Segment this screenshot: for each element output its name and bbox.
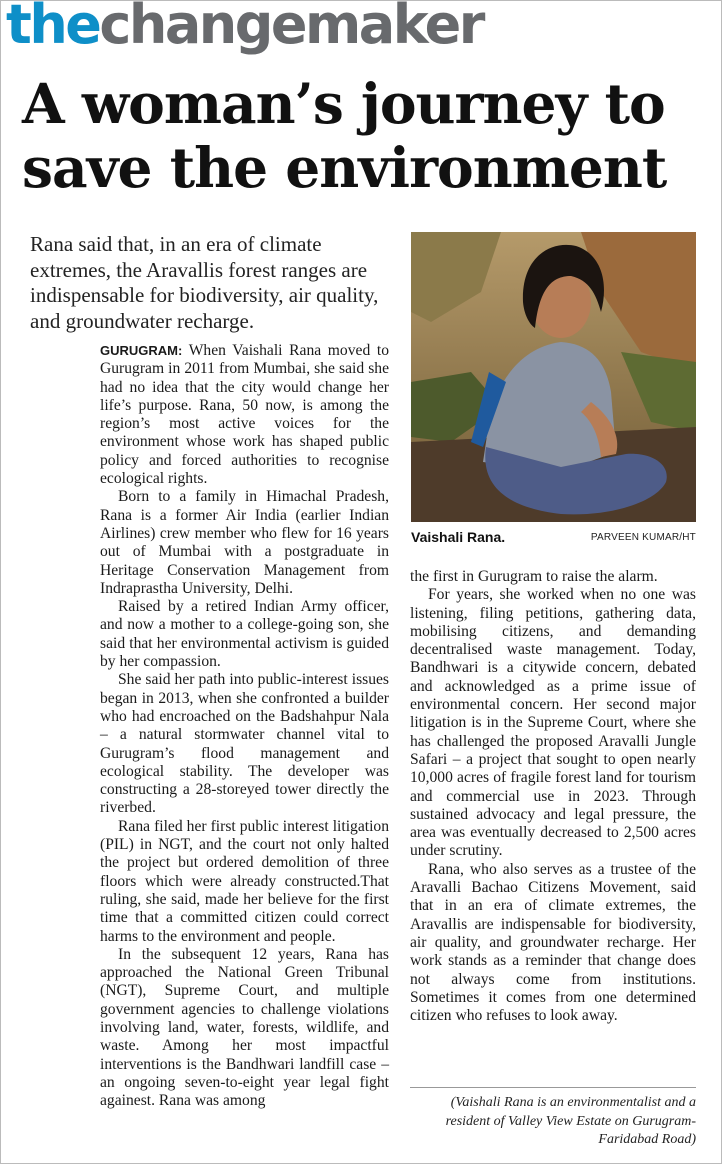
article-column-2 xyxy=(410,568,696,1025)
dateline: GURUGRAM: xyxy=(100,343,183,358)
author-bio: (Vaishali Rana is an environmentalist and a resident of Valley View Estate on Gurugram-Faridabad Road) xyxy=(445,1095,696,1147)
masthead-prefix: the xyxy=(6,0,100,56)
portrait-photo xyxy=(411,232,696,522)
article-paragraph: the first in Gurugram to raise the alarm. xyxy=(410,568,658,585)
article-paragraph: Rana, who also serves as a trustee of the Aravalli Bachao Citizens Movement, said that in an era of climate extremes, the Aravallis are indispensable for biodiversity, air quality, and groundwater recharge. Her work stands as a reminder that change does not always come from institutions. Sometimes it comes from one determined citizen who refuses to look away. xyxy=(410,860,696,1025)
masthead xyxy=(6,0,483,58)
bio-divider xyxy=(410,1087,696,1088)
article-paragraph: Born to a family in Himachal Pradesh, Rana is a former Air India (earlier Indian Airlines) crew member who flew for 16 years out of Mumbai with a postgraduate in Heritage Conservation Management from Indraprastha University, Delhi. xyxy=(100,488,389,597)
article-column-1 xyxy=(100,342,389,1110)
article-paragraph: For years, she worked when no one was listening, filing petitions, gathering data, mobilising citizens, and demanding decentralised waste management. Today, Bandhwari is a citywide concern, debated and acknowledged as a prime issue of environmental concern. Her second major litigation is in the Supreme Court, where she has challenged the proposed Aravalli Jungle Safari – a project that sought to open nearly 10,000 acres of fragile forest land for tourism and commercial use in 2023. Through sustained advocacy and legal pressure, the area was eventually decreased to 2,500 acres under scrutiny. xyxy=(410,586,696,860)
article-paragraph: She said her path into public-interest issues began in 2013, when she confronted a builder who had encroached on the Badshahpur Nala – a natural stormwater channel vital to Gurugram’s flood management and ecological stability. The developer was constructing a 28-storeyed tower directly the riverbed. xyxy=(100,671,389,817)
article-paragraph: Raised by a retired Indian Army officer, and now a mother to a college-going son, she said that her environmental activism is guided by her compassion. xyxy=(100,598,389,671)
masthead-name: changemaker xyxy=(99,0,483,56)
paragraph-text: When Vaishali Rana moved to Gurugram in 2011 from Mumbai, she said she had no idea that the city would change her life’s purpose. Rana, 50 now, is among the region’s most active voices for the environment whose work has shaped public policy and forced authorities to recognise ecological rights. xyxy=(100,342,389,488)
headline-line-2: save the environment xyxy=(22,135,667,200)
photo-credit: PARVEEN KUMAR/HT xyxy=(590,532,696,543)
photo-caption: Vaishali Rana. xyxy=(411,529,506,545)
headline-line-1: A woman’s journey to xyxy=(22,71,665,136)
standfirst: Rana said that, in an era of climate extremes, the Aravallis forest ranges are indispensable for biodiversity, air quality, and groundwater recharge. xyxy=(30,232,379,333)
article-paragraph xyxy=(100,342,389,488)
article-paragraph: In the subsequent 12 years, Rana has approached the National Green Tribunal (NGT), Supreme Court, and multiple government agencies to challenge violations involving land, water, forests, wildlife, and waste. Among her most impactful interventions is the Bandhwari landfill case – an ongoing seven-to-eight year legal fight againest. Rana was among xyxy=(100,945,389,1110)
article-paragraph: Rana filed her first public interest litigation (PIL) in NGT, and the court not only halted the project but ordered demolition of three floors which were already constructed.That ruling, she said, made her believe for the first time that a committed citizen could correct harms to the environment and people. xyxy=(100,817,389,945)
headline xyxy=(22,72,712,200)
portrait-illustration xyxy=(411,232,696,522)
